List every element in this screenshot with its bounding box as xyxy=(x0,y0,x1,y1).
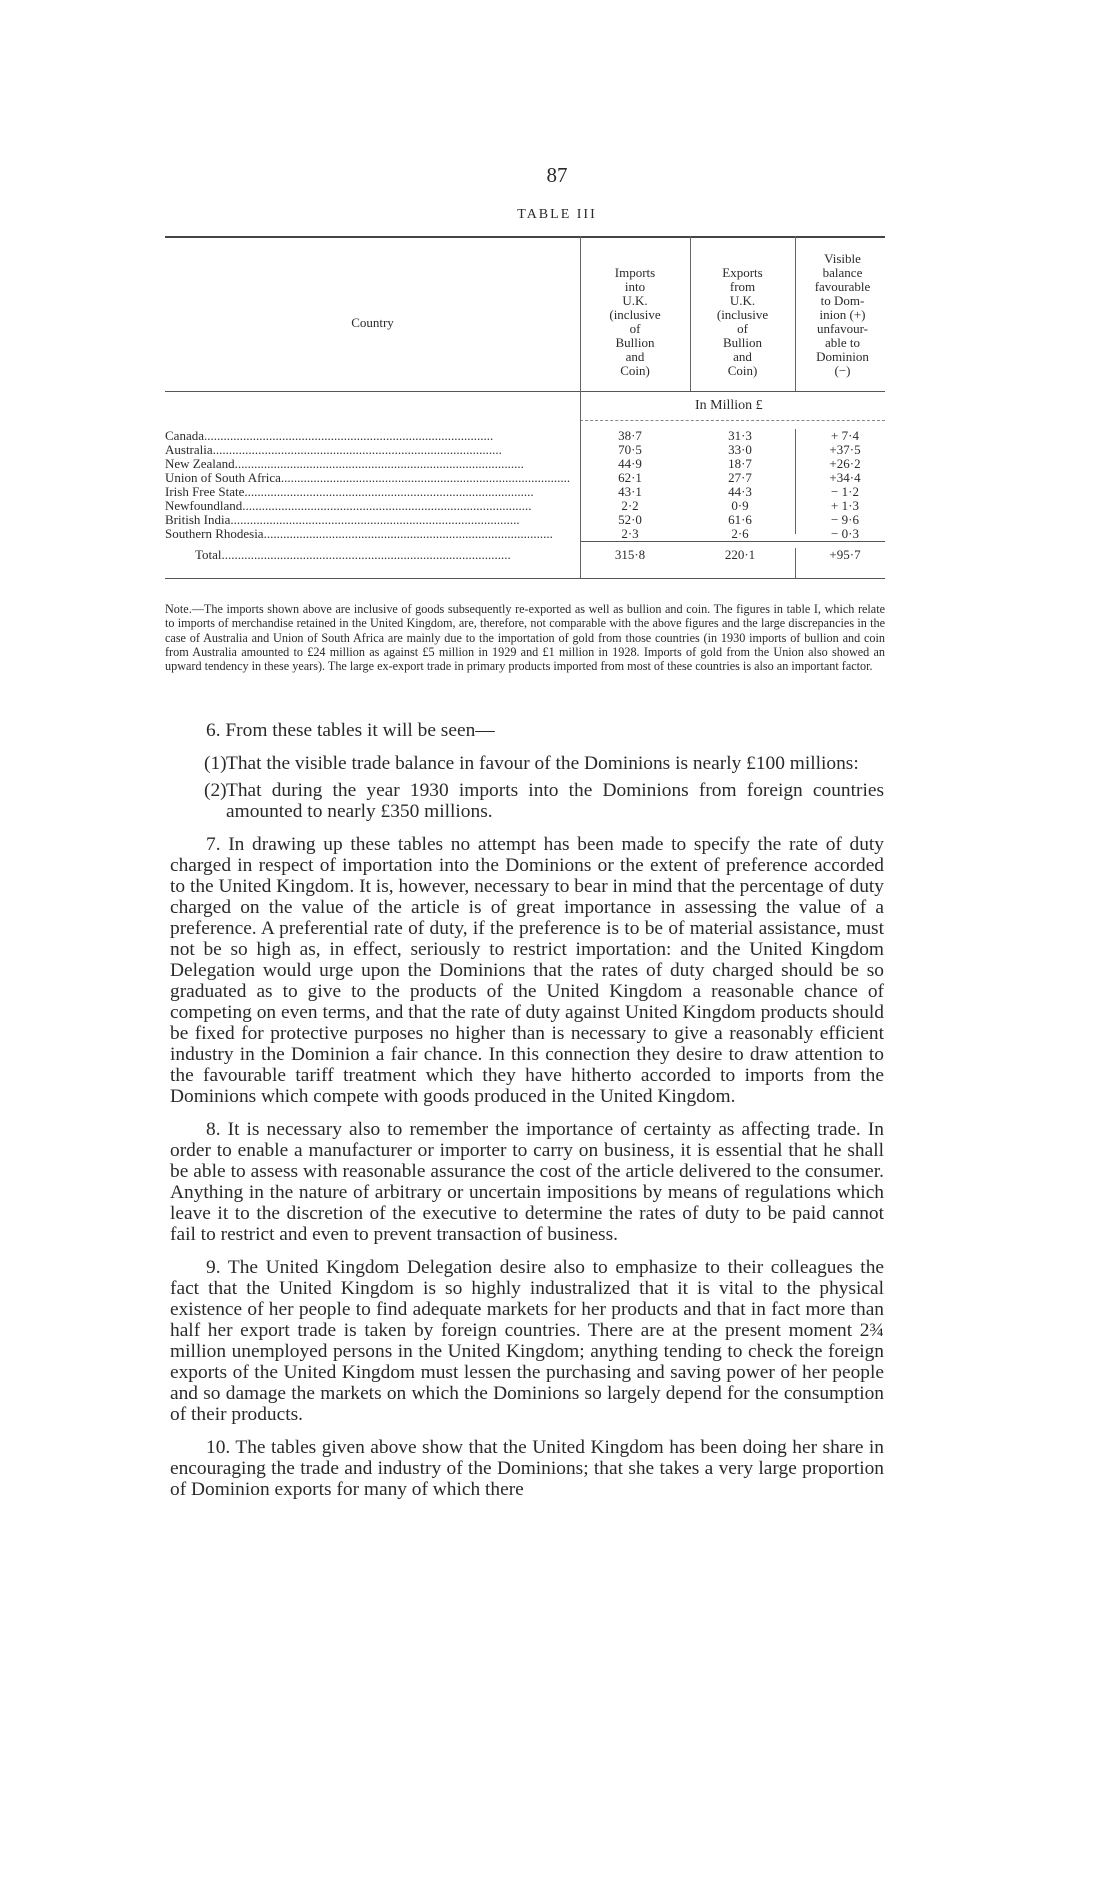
imports-header: Imports into U.K. (inclusive of Bullion and Coin) xyxy=(609,265,661,378)
table-row xyxy=(165,443,885,457)
table-row xyxy=(165,527,885,541)
paragraph-8: 8. It is necessary also to remember the importance of certainty as affecting trade. In order to enable a manufacturer or importer to carry on business, it is essential that he shall be able to assess with reasonable assurance the cost of the article delivered to the consumer. Anything in the nature of arbitrary or uncertain impositions by means of regulations which leave it to the discretion of the executive to determine the rates of duty to be paid cannot fail to restrict and even to prevent transaction of business. xyxy=(170,1119,884,1245)
list-item-label: (1) xyxy=(204,753,227,774)
imports-cell: 2·3 xyxy=(621,526,639,541)
list-item xyxy=(170,780,884,822)
table-bottom-rule xyxy=(165,578,885,579)
country-cell: Canada......................................................................................... xyxy=(165,429,494,443)
exports-cell: 44·3 xyxy=(728,484,752,499)
balance-cell: + 1·3 xyxy=(831,498,859,513)
exports-cell: 31·3 xyxy=(728,428,752,443)
table-row xyxy=(165,429,885,443)
exports-cell: 61·6 xyxy=(728,512,752,527)
total-exports: 220·1 xyxy=(724,547,756,562)
total-imports: 315·8 xyxy=(614,547,646,562)
country-cell: Australia......................................................................................... xyxy=(165,443,502,457)
country-cell: British India......................................................................................... xyxy=(165,513,520,527)
total-label: Total......................................................................................... xyxy=(195,548,511,562)
trade-table xyxy=(165,236,885,591)
imports-cell: 44·9 xyxy=(618,456,642,471)
balance-cell: − 1·2 xyxy=(831,484,859,499)
list-item-label: (2) xyxy=(204,780,227,801)
exports-cell: 0·9 xyxy=(731,498,749,513)
table-row xyxy=(165,457,885,471)
exports-cell: 18·7 xyxy=(728,456,752,471)
table-body xyxy=(165,429,885,541)
country-header: Country xyxy=(351,315,394,330)
imports-cell: 2·2 xyxy=(621,498,639,513)
table-row xyxy=(165,485,885,499)
imports-cell: 70·5 xyxy=(618,442,642,457)
imports-cell: 43·1 xyxy=(618,484,642,499)
total-row xyxy=(165,548,885,562)
paragraph-7: 7. In drawing up these tables no attempt has been made to specify the rate of duty charged in respect of importation into the Dominions or the extent of preference accorded to the United Kingdom. It is, however, necessary to bear in mind that the percentage of duty charged on the value of the article is of great importance in assessing the value of a preference. A preferential rate of duty, if the preference is to be of material assistance, must not be so high as, in effect, seriously to restrict importation: and the United Kingdom Delegation would urge upon the Dominions that the rates of duty charged should be so graduated as to give to the products of the United Kingdom a reasonable chance of competing on even terms, and that the rate of duty against United Kingdom products should be fixed for protective purposes no higher than is necessary to give a reasonably efficient industry in the Dominion a fair chance. In this connection they desire to draw attention to the favourable tariff treatment which they have hitherto accorded to imports from the Dominions which compete with goods produced in the United Kingdom. xyxy=(170,834,884,1107)
imports-cell: 38·7 xyxy=(618,428,642,443)
country-cell: New Zealand......................................................................................... xyxy=(165,457,524,471)
imports-cell: 62·1 xyxy=(618,470,642,485)
table-row xyxy=(165,499,885,513)
table-title: TABLE III xyxy=(517,207,597,222)
country-cell: Irish Free State......................................................................................... xyxy=(165,485,534,499)
table-note: Note.—The imports shown above are inclusive of goods subsequently re-exported as well as bullion and coin. The figures in table I, which relate to imports of merchandise retained in the United Kingdom, are, therefore, not comparable with the above figures and the large discrepancies in the case of Australia and Union of South Africa are mainly due to the importation of gold from those countries (in 1930 imports of bullion and coin from Australia amounted to £24 million as against £5 million in 1929 and £1 million in 1928. Imports of gold from the Union also showed an upward tendency in these years). The large ex-export trade in primary products imported from most of these countries is also an important factor. xyxy=(165,602,885,674)
balance-cell: − 0·3 xyxy=(831,526,859,541)
list-item xyxy=(170,753,884,774)
paragraph-10: 10. The tables given above show that the United Kingdom has been doing her share in encouraging the trade and industry of the Dominions; that she takes a very large proportion of Dominion exports for many of which there xyxy=(170,1437,884,1500)
imports-cell: 52·0 xyxy=(618,512,642,527)
balance-cell: +37·5 xyxy=(829,442,861,457)
paragraph-6-intro: 6. From these tables it will be seen— xyxy=(206,720,495,741)
country-cell: Union of South Africa......................................................................................... xyxy=(165,471,571,485)
list-item-text: That the visible trade balance in favour of the Dominions is nearly £100 millions: xyxy=(226,753,859,774)
balance-cell: + 7·4 xyxy=(831,428,859,443)
balance-header: Visible balance favourable to Dom- inion (+) unfavour- able to Dominion (−) xyxy=(814,251,871,378)
header-rule xyxy=(165,391,885,392)
exports-cell: 2·6 xyxy=(731,526,749,541)
list-item-text: That during the year 1930 imports into the Dominions from foreign countries amounted to nearly £350 millions. xyxy=(226,780,884,822)
table-row xyxy=(165,513,885,527)
unit-label: In Million £ xyxy=(695,398,763,413)
page-number: 87 xyxy=(546,163,568,187)
country-cell: Southern Rhodesia......................................................................................... xyxy=(165,527,553,541)
unit-rule xyxy=(580,420,885,421)
paragraph-6-list xyxy=(170,753,884,822)
balance-cell: +26·2 xyxy=(829,456,861,471)
balance-cell: − 9·6 xyxy=(831,512,859,527)
total-rule xyxy=(580,541,885,542)
body-text xyxy=(170,720,884,1512)
table-row xyxy=(165,471,885,485)
exports-cell: 27·7 xyxy=(728,470,752,485)
balance-cell: +34·4 xyxy=(829,470,861,485)
paragraph-9: 9. The United Kingdom Delegation desire also to emphasize to their colleagues the fact that the United Kingdom is so highly industralized that it is vital to the physical existence of her people to find adequate markets for her products and that in fact more than half her export trade is taken by foreign countries. There are at the present moment 2¾ million unemployed persons in the United Kingdom; anything tending to check the foreign exports of the United Kingdom must lessen the purchasing and saving power of her people and so damage the markets on which the Dominions so largely depend for the consumption of their products. xyxy=(170,1257,884,1425)
exports-header: Exports from U.K. (inclusive of Bullion and Coin) xyxy=(716,265,769,378)
total-balance: +95·7 xyxy=(829,547,861,562)
country-cell: Newfoundland......................................................................................... xyxy=(165,499,532,513)
exports-cell: 33·0 xyxy=(728,442,752,457)
table-top-rule xyxy=(165,236,885,238)
